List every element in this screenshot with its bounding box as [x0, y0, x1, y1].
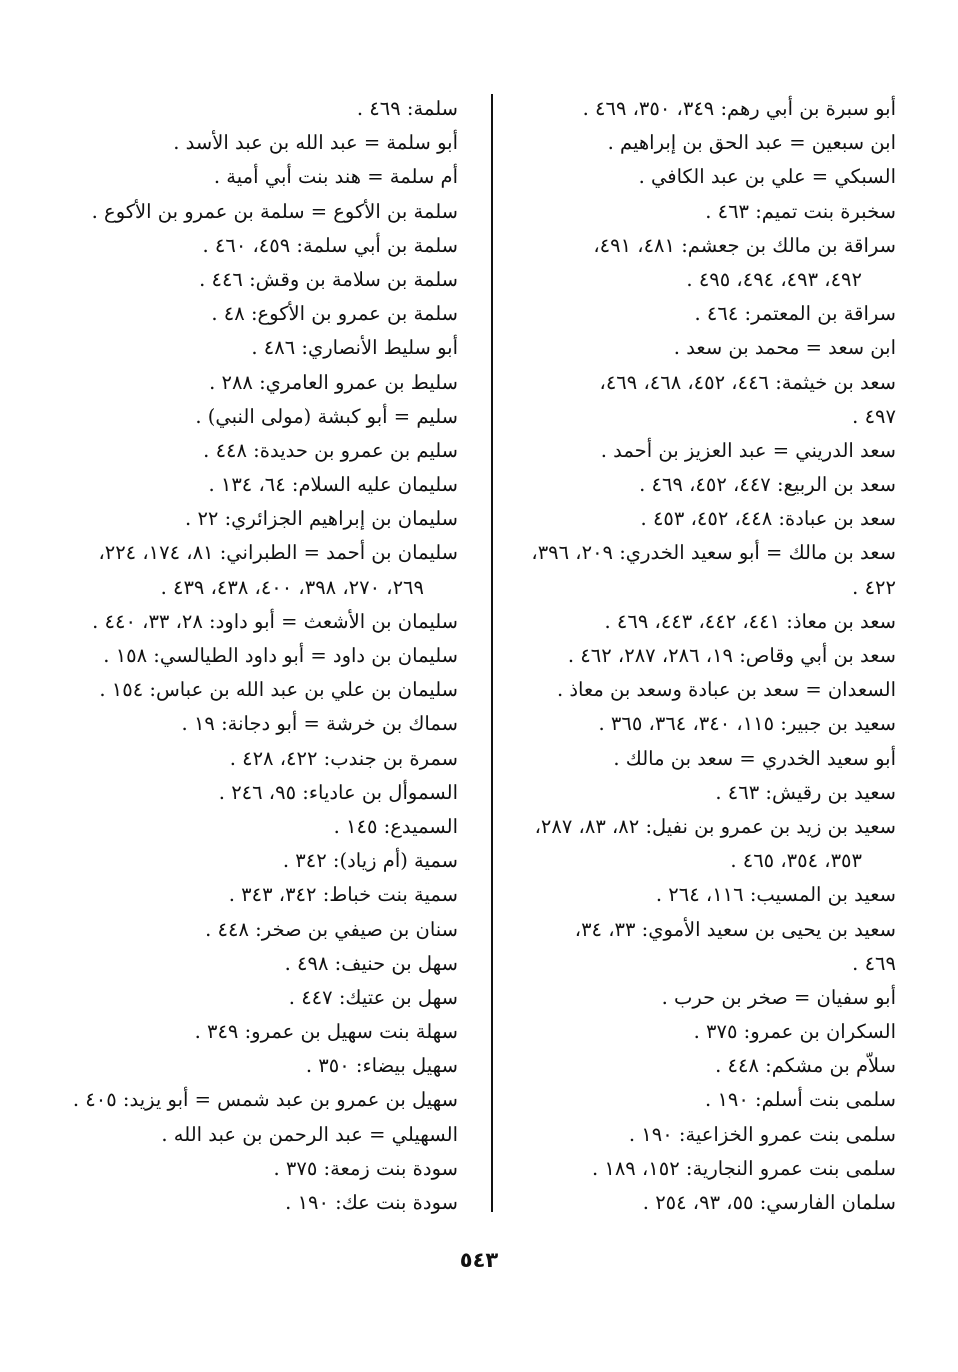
index-entry: سعد بن مالك = أبو سعيد الخدري: ٢٠٩، ٣٩٦،: [531, 541, 896, 565]
index-entry: سعد بن أبي وقاص: ١٩، ٢٨٦، ٢٨٧، ٤٦٢ .: [567, 644, 896, 667]
index-entry: سعيد بن جبير: ١١٥، ٣٤٠، ٣٦٤، ٣٦٥ .: [598, 712, 896, 736]
column-divider: [491, 94, 493, 1212]
index-entry: سهيل بيضاء: ٣٥٠ .: [305, 1054, 458, 1078]
index-entry: سماك بن خرشة = أبو دجانة: ١٩ .: [181, 712, 458, 736]
index-entry: السميدع: ١٤٥ .: [333, 814, 458, 838]
index-column-right: [512, 92, 896, 1220]
index-entry: سعيد بن زيد بن عمرو بن نفيل: ٨٢، ٨٣، ٢٨٧،: [534, 814, 896, 838]
index-entry: سليمان بن الأشعث = أبو داود: ٢٨، ٣٣، ٤٤٠ .: [92, 609, 458, 633]
index-entry: أبو سلمة = عبد الله بن عبد الأسد .: [173, 131, 458, 155]
index-entry: سمية بنت خباط: ٣٤٢، ٣٤٣ .: [228, 883, 458, 907]
index-entry: ٤٦٩ .: [852, 951, 896, 975]
index-entry: سمرة بن جندب: ٤٢٢، ٤٢٨ .: [229, 746, 458, 770]
index-entry: سلمة بن عمرو بن الأكوع: ٤٨ .: [211, 302, 458, 326]
index-entry: السموأل بن عادياء: ٩٥، ٢٤٦ .: [218, 780, 458, 804]
index-entry: سعد بن عبادة: ٤٤٨، ٤٥٢، ٤٥٣ .: [640, 507, 896, 531]
index-entry: سعيد بن المسيب: ١١٦، ٢٦٤ .: [655, 883, 896, 907]
index-entry: سهيل بن عمرو بن عبد شمس = أبو يزيد: ٤٠٥ .: [72, 1088, 458, 1112]
index-entry: سنان بن صيفي بن صخر: ٤٤٨ .: [205, 917, 458, 941]
index-entry: ابن سبعين = عبد الحق بن إبراهيم .: [607, 131, 896, 155]
index-entry: سلمة بن سلامة بن وقش: ٤٤٦ .: [199, 267, 458, 291]
index-entry: سليم بن عمرو بن حديدة: ٤٤٨ .: [203, 438, 458, 462]
index-entry: ٤٩٧ .: [852, 404, 896, 428]
index-entry: أبو سعيد الخدري = سعد بن مالك .: [613, 746, 896, 770]
index-entry: سعيد بن يحيى بن سعيد الأموي: ٣٣، ٣٤،: [574, 917, 896, 941]
index-entry: سليط بن عمرو العامري: ٢٨٨ .: [209, 370, 458, 394]
index-entry: سلمان الفارسي: ٥٥، ٩٣، ٢٥٤ .: [642, 1191, 896, 1214]
index-entry: سلاّم بن مشكم: ٤٤٨ .: [715, 1054, 896, 1078]
index-entry: سراقة بن مالك بن جعشم: ٤٨١، ٤٩١،: [593, 233, 896, 257]
index-entry: السعدان = سعد بن عبادة وسعد بن معاذ .: [556, 678, 896, 702]
index-column-left: [72, 92, 458, 1220]
index-entry: سلمى بنت أسلم: ١٩٠ .: [705, 1088, 896, 1112]
index-entry: سعد بن معاذ: ٤٤١، ٤٤٢، ٤٤٣، ٤٦٩ .: [604, 609, 896, 633]
index-entry: السبكي = علي بن عبد الكافي .: [638, 165, 896, 189]
index-entry: سليمان بن داود = أبو داود الطيالسي: ١٥٨ .: [103, 644, 458, 667]
index-entry: سعد بن الربيع: ٤٤٧، ٤٥٢، ٤٦٩ .: [639, 473, 896, 497]
index-entry: سليمان عليه السلام: ٦٤، ١٣٤ .: [208, 473, 458, 497]
index-entry: السكران بن عمرو: ٣٧٥ .: [693, 1020, 896, 1044]
index-entry: ابن سعد = محمد بن سعد .: [673, 336, 896, 360]
index-entry: السهيلي = عبد الرحمن بن عبد الله .: [161, 1122, 458, 1146]
index-entry: سلمة: ٤٦٩ .: [356, 97, 458, 120]
index-entry: سخبرة بنت تميم: ٤٦٣ .: [705, 199, 896, 223]
index-entry: سراقة بن المعتمر: ٤٦٤ .: [694, 302, 896, 326]
index-entry: سهل بن حنيف: ٤٩٨ .: [284, 951, 458, 975]
page-number: ٥٤٣: [459, 1248, 499, 1272]
index-entry: سليمان بن أحمد = الطبراني: ٨١، ١٧٤، ٢٢٤،: [98, 541, 458, 565]
index-entry: ٤٢٢ .: [852, 575, 896, 599]
index-entry: سعد بن خيثمة: ٤٤٦، ٤٥٢، ٤٦٨، ٤٦٩،: [599, 370, 896, 394]
index-entry: سعيد بن رقيش: ٤٦٣ .: [715, 780, 896, 804]
index-entry: سهلة بنت سهيل بن عمرو: ٣٤٩ .: [194, 1020, 458, 1044]
index-entry: سليمان بن علي بن عبد الله بن عباس: ١٥٤ .: [99, 678, 458, 702]
index-entry: ٢٦٩، ٢٧٠، ٣٩٨، ٤٠٠، ٤٣٨، ٤٣٩ .: [160, 575, 424, 599]
index-entry: سودة بنت زمعة: ٣٧٥ .: [273, 1156, 458, 1180]
index-entry: ٤٩٢، ٤٩٣، ٤٩٤، ٤٩٥ .: [686, 267, 862, 291]
index-entry: سعد الدريني = عبد العزيز بن أحمد .: [600, 438, 896, 462]
index-entry: سلمة بن أبي سلمة: ٤٥٩، ٤٦٠ .: [202, 233, 458, 257]
index-entry: أبو سبرة بن أبي رهم: ٣٤٩، ٣٥٠، ٤٦٩ .: [582, 97, 896, 120]
index-entry: سليمان بن إبراهيم الجزائري: ٢٢ .: [185, 507, 458, 531]
index-entry: أبو سفيان = صخر بن حرب .: [661, 985, 896, 1009]
index-entry: سمية (أم زياد): ٣٤٢ .: [282, 849, 458, 873]
index-entry: سلمى بنت عمرو الخزاعية: ١٩٠ .: [628, 1122, 896, 1146]
index-entry: أبو سليط الأنصاري: ٤٨٦ .: [251, 336, 458, 360]
index-entry: سهل بن عتيك: ٤٤٧ .: [288, 985, 458, 1009]
index-entry: سودة بنت عك: ١٩٠ .: [285, 1191, 458, 1214]
index-entry: سلمى بنت عمرو النجارية: ١٥٢، ١٨٩ .: [591, 1156, 896, 1180]
index-entry: ٣٥٣، ٣٥٤، ٤٦٥ .: [730, 849, 862, 873]
index-entry: سليم = أبو كبشة (مولى النبي) .: [195, 404, 458, 428]
index-entry: أم سلمة = هند بنت أبي أمية .: [213, 165, 458, 189]
index-entry: سلمة بن الأكوع = سلمة بن عمرو بن الأكوع .: [91, 199, 458, 223]
